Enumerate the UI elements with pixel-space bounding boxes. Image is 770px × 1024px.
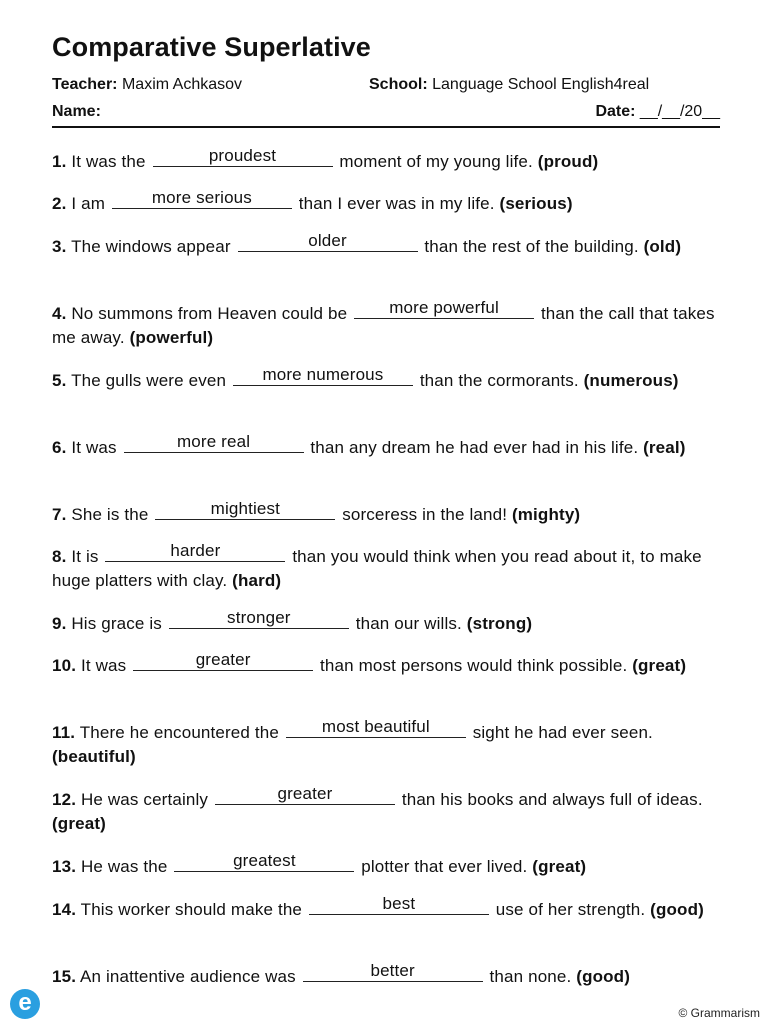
question-number: 9. bbox=[52, 614, 67, 633]
name-line bbox=[52, 103, 101, 121]
base-word-hint: (beautiful) bbox=[52, 747, 136, 766]
question-text-before: This worker should make the bbox=[80, 900, 303, 919]
answer-blank[interactable] bbox=[112, 190, 292, 209]
answer-text: more serious bbox=[151, 188, 252, 207]
question-number: 14. bbox=[52, 900, 77, 919]
question-text-before: It is bbox=[71, 547, 99, 566]
answer-blank[interactable] bbox=[233, 367, 413, 386]
question-number: 4. bbox=[52, 304, 67, 323]
question-text-after: sight he had ever seen. bbox=[472, 723, 653, 742]
question-number: 6. bbox=[52, 438, 67, 457]
question-text-before: He was the bbox=[80, 857, 168, 876]
base-word-hint: (mighty) bbox=[511, 505, 581, 524]
answer-blank[interactable] bbox=[153, 148, 333, 167]
date-line bbox=[595, 103, 720, 121]
answer-text: proudest bbox=[208, 146, 277, 165]
question-item bbox=[52, 719, 724, 769]
teacher-label: Teacher: bbox=[52, 76, 118, 93]
question-text-after: sorceress in the land! bbox=[342, 505, 508, 524]
answer-blank[interactable] bbox=[215, 786, 395, 805]
school-value: Language School English4real bbox=[432, 76, 650, 93]
question-item bbox=[52, 190, 724, 216]
question-text-before: The windows appear bbox=[71, 237, 231, 256]
base-word-hint: (great) bbox=[52, 814, 106, 833]
question-text-before: There he encountered the bbox=[79, 723, 279, 742]
question-number: 1. bbox=[52, 152, 67, 171]
answer-text: harder bbox=[170, 541, 221, 560]
question-item bbox=[52, 652, 724, 678]
answer-text: best bbox=[382, 894, 416, 913]
answer-text: greater bbox=[195, 650, 251, 669]
base-word-hint: (hard) bbox=[232, 571, 282, 590]
question-text-after: moment of my young life. bbox=[339, 152, 533, 171]
answer-blank[interactable] bbox=[303, 963, 483, 982]
header-divider bbox=[52, 126, 720, 128]
base-word-hint: (good) bbox=[576, 967, 631, 986]
question-text-before: It was bbox=[80, 656, 127, 675]
question-text-after: plotter that ever lived. bbox=[361, 857, 528, 876]
question-text-after: than none. bbox=[489, 967, 572, 986]
base-word-hint: (numerous) bbox=[583, 371, 679, 390]
base-word-hint: (great) bbox=[532, 857, 587, 876]
question-text-after: than his books and always full of ideas. bbox=[401, 790, 703, 809]
question-item bbox=[52, 543, 724, 593]
date-label: Date: bbox=[595, 103, 636, 120]
answer-blank[interactable] bbox=[286, 719, 466, 738]
question-item bbox=[52, 853, 724, 879]
answer-text: more numerous bbox=[262, 365, 384, 384]
answer-text: greatest bbox=[233, 851, 296, 870]
question-number: 13. bbox=[52, 857, 77, 876]
question-text-before: It was bbox=[71, 438, 117, 457]
answer-text: greater bbox=[277, 784, 333, 803]
question-text-after: than most persons would think possible. bbox=[320, 656, 628, 675]
question-text-before: She is the bbox=[71, 505, 149, 524]
question-text-after: than the cormorants. bbox=[419, 371, 579, 390]
question-text-before: His grace is bbox=[71, 614, 162, 633]
base-word-hint: (proud) bbox=[537, 152, 599, 171]
question-text-after: than the call that takes me away. bbox=[52, 304, 715, 347]
answer-blank[interactable] bbox=[124, 434, 304, 453]
question-text-before: An inattentive audience was bbox=[80, 967, 296, 986]
school-label: School: bbox=[369, 76, 428, 93]
question-number: 2. bbox=[52, 194, 67, 213]
question-item bbox=[52, 786, 724, 836]
question-text-before: It was the bbox=[71, 152, 146, 171]
answer-text: older bbox=[308, 231, 347, 250]
question-item bbox=[52, 434, 724, 460]
answer-text: most beautiful bbox=[321, 717, 430, 736]
answer-blank[interactable] bbox=[238, 233, 418, 252]
question-number: 5. bbox=[52, 371, 67, 390]
question-item bbox=[52, 300, 724, 350]
answer-blank[interactable] bbox=[105, 543, 285, 562]
answer-blank[interactable] bbox=[155, 501, 335, 520]
teacher-value: Maxim Achkasov bbox=[121, 76, 243, 93]
question-item bbox=[52, 148, 724, 174]
question-item bbox=[52, 367, 724, 393]
school-line bbox=[369, 76, 649, 94]
base-word-hint: (real) bbox=[643, 438, 686, 457]
question-item bbox=[52, 963, 724, 989]
base-word-hint: (powerful) bbox=[129, 328, 214, 347]
question-text-before: I am bbox=[71, 194, 106, 213]
question-number: 7. bbox=[52, 505, 67, 524]
answer-text: more powerful bbox=[389, 298, 499, 317]
question-number: 8. bbox=[52, 547, 67, 566]
date-value: __/__/20__ bbox=[639, 103, 720, 120]
answer-blank[interactable] bbox=[354, 300, 534, 319]
question-item bbox=[52, 233, 724, 259]
answer-text: better bbox=[370, 961, 415, 980]
answer-text: more real bbox=[176, 432, 251, 451]
question-number: 11. bbox=[52, 723, 76, 742]
answer-blank[interactable] bbox=[133, 652, 313, 671]
answer-blank[interactable] bbox=[174, 853, 354, 872]
question-text-after: than I ever was in my life. bbox=[298, 194, 495, 213]
question-text-before: The gulls were even bbox=[71, 371, 227, 390]
question-number: 12. bbox=[52, 790, 77, 809]
grammarism-logo-icon: e bbox=[10, 989, 40, 1019]
base-word-hint: (old) bbox=[643, 237, 682, 256]
question-text-before: No summons from Heaven could be bbox=[71, 304, 348, 323]
question-text-after: than the rest of the building. bbox=[424, 237, 639, 256]
answer-text: stronger bbox=[227, 608, 291, 627]
answer-text: mightiest bbox=[210, 499, 281, 518]
name-label: Name: bbox=[52, 103, 101, 120]
question-text-before: He was certainly bbox=[80, 790, 209, 809]
question-number: 3. bbox=[52, 237, 67, 256]
question-item bbox=[52, 610, 724, 636]
copyright-text: © Grammarism bbox=[678, 1006, 760, 1020]
question-number: 15. bbox=[52, 967, 77, 986]
question-text-after: than you would think when you read about it, to make huge platters with clay. bbox=[52, 547, 702, 590]
answer-blank[interactable] bbox=[169, 610, 349, 629]
question-number: 10. bbox=[52, 656, 77, 675]
question-item bbox=[52, 501, 724, 527]
question-text-after: use of her strength. bbox=[495, 900, 646, 919]
base-word-hint: (great) bbox=[632, 656, 687, 675]
answer-blank[interactable] bbox=[309, 896, 489, 915]
base-word-hint: (good) bbox=[650, 900, 704, 919]
base-word-hint: (strong) bbox=[466, 614, 533, 633]
teacher-line bbox=[52, 76, 242, 94]
question-item bbox=[52, 896, 724, 922]
question-text-after: than our wills. bbox=[355, 614, 462, 633]
question-text-after: than any dream he had ever had in his life. bbox=[310, 438, 639, 457]
base-word-hint: (serious) bbox=[499, 194, 573, 213]
page-title: Comparative Superlative bbox=[52, 32, 371, 62]
